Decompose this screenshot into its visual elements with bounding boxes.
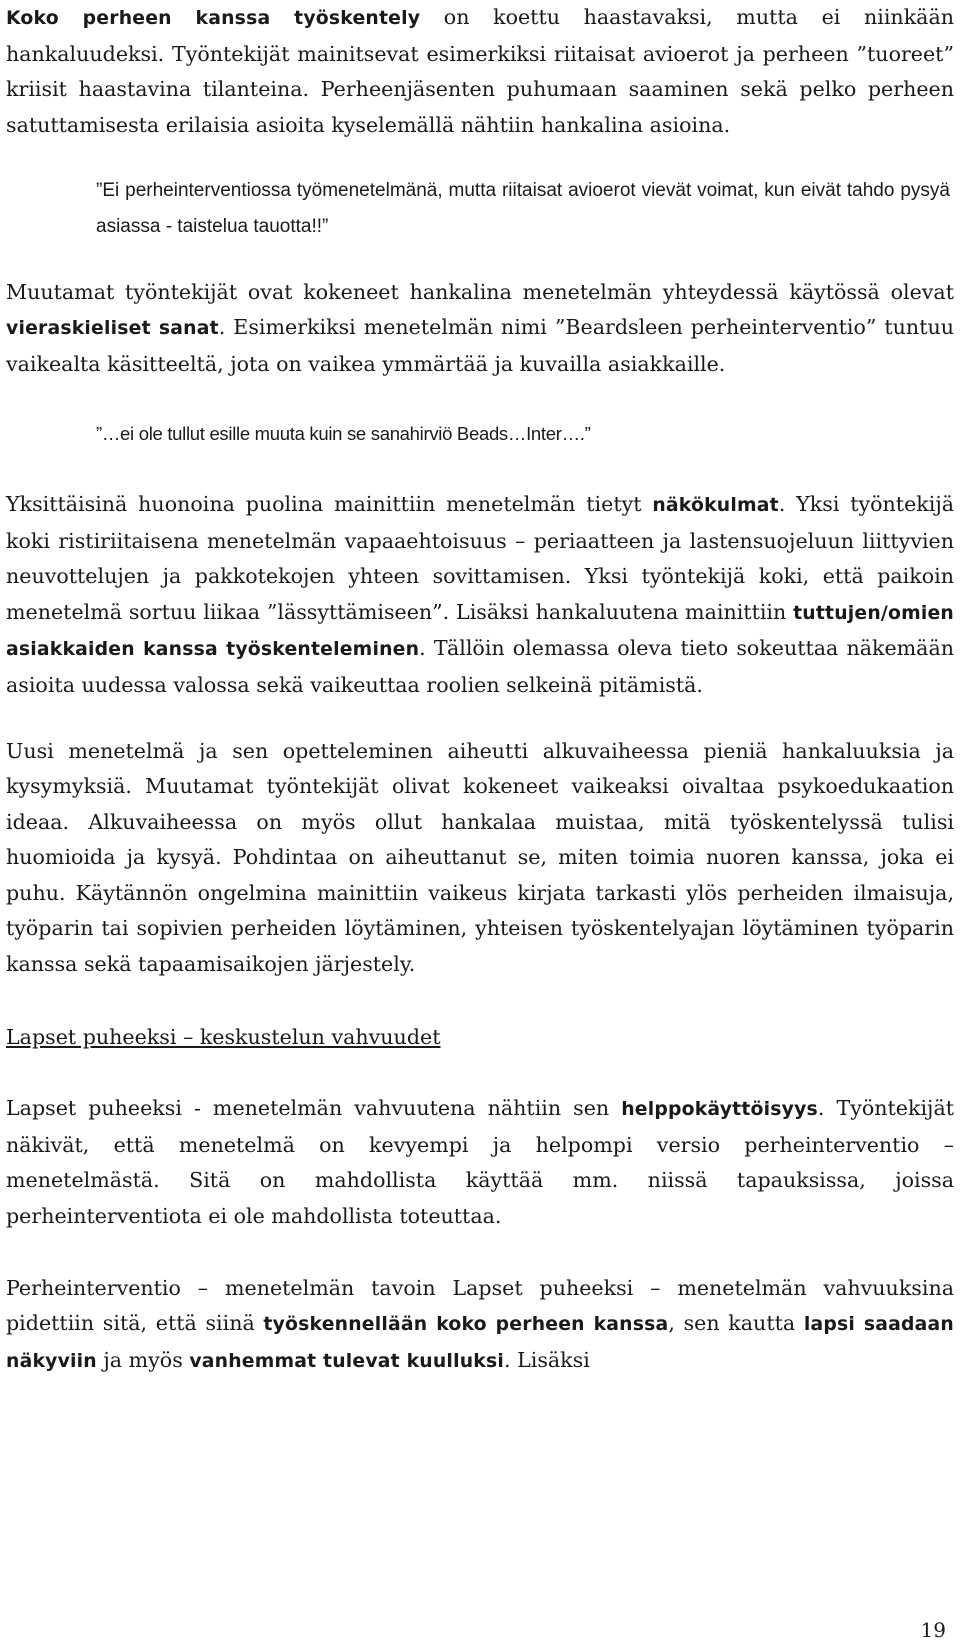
paragraph-text: , sen kautta (668, 1311, 804, 1336)
bold-phrase: tuttujen/omien asiakkaiden kanssa työskenteleminen (6, 602, 954, 661)
bold-phrase: lapsi saadaan näkyviin (6, 1314, 954, 1372)
paragraph-text: Lapset puheeksi - menetelmän vahvuutena nähtiin sen (6, 1096, 622, 1121)
quote-divorces: ”Ei perheinterventiossa työmenetelmänä, mutta riitaisat avioerot vievät voimat, kun eivät tahdo pysyä asiassa - taistelua tauotta!!” (96, 180, 950, 237)
paragraph-family-work (6, 0, 954, 143)
bold-phrase: Koko perheen kanssa työskentely (6, 8, 421, 29)
paragraph-text: Yksittäisinä huonoina puolina mainittiin menetelmän tietyt (6, 491, 653, 516)
bold-phrase: helppokäyttöisyys (621, 1099, 818, 1121)
bold-phrase: näkökulmat (652, 494, 779, 516)
paragraph-text: Muutamat työntekijät ovat kokeneet hankalina menetelmän yhteydessä käytössä olevat (6, 279, 954, 304)
paragraph-new-method: Uusi menetelmä ja sen opetteleminen aiheutti alkuvaiheessa pieniä hankaluuksia ja kysymyksiä. Muutamat työntekijät olivat kokeneet vaikeaksi oivaltaa psykoedukaation ideaa. Alkuvaiheessa on myös ollut hankalaa muistaa, mitä työskentelyssä tulisi huomioida ja kysyä. Pohdintaa on aiheuttanut se, miten toimia nuoren kanssa, joka ei puhu. Käytännön ongelmina mainittiin vaikeus kirjata tarkasti ylös perheiden ilmaisuja, työparin tai sopivien perheiden löytäminen, yhteisen työskentelyajan löytäminen työparin kanssa sekä tapaamisaikojen järjestely. (6, 738, 954, 977)
paragraph-text: Perheinterventio – menetelmän tavoin Lapset puheeksi – menetelmän vahvuuksina pidettiin sitä, että siinä (6, 1275, 954, 1336)
paragraph-text: on koettu haastavaksi, mutta ei niinkään hankaluudeksi. Työntekijät mainitsevat esimerkiksi riitaisat avioerot ja perheen ”tuoreet” kriisit haastavina tilanteina. Perheenjäsenten puhumaan saaminen sekä pelko perheen satuttamisesta erilaisia asioita kyselemällä nähtiin hankalina asioina. (6, 5, 954, 137)
paragraph-strengths (6, 1271, 954, 1380)
bold-phrase: työskennellään koko perheen kanssa (263, 1314, 669, 1336)
paragraph-text: . Työntekijät näkivät, että menetelmä on kevyempi ja helpompi versio perheinterventio – menetelmästä. Sitä on mahdollista käyttää mm. niissä tapauksissa, joissa perheinterventiota ei ole mahdollista toteuttaa. (6, 1096, 954, 1229)
bold-phrase: vanhemmat tulevat kuulluksi (189, 1350, 504, 1372)
document-body (6, 0, 954, 1379)
bold-phrase: vieraskieliset sanat (6, 318, 219, 340)
section-heading: Lapset puheeksi – keskustelun vahvuudet (6, 1024, 441, 1049)
paragraph-text: ja myös (96, 1347, 190, 1372)
paragraph-viewpoints (6, 487, 954, 704)
paragraph-text: . Lisäksi (503, 1347, 590, 1372)
quote-word-monster: ”…ei ole tullut esille muuta kuin se sanahirviö Beads…Inter….” (96, 423, 591, 445)
paragraph-foreign-words (6, 275, 954, 383)
paragraph-ease-of-use (6, 1091, 954, 1234)
page-number: 19 (920, 1618, 946, 1642)
paragraph-text: . Tällöin olemassa oleva tieto sokeuttaa näkemään asioita uudessa valossa sekä vaikeuttaa roolien selkeinä pitämistä. (6, 636, 954, 697)
paragraph-text: . Esimerkiksi menetelmän nimi ”Beardsleen perheinterventio” tuntuu vaikealta käsitteeltä, jota on vaikea ymmärtää ja kuvailla asiakkaille. (6, 315, 954, 376)
paragraph-text: . Yksi työntekijä koki ristiriitaisena menetelmän vapaaehtoisuus – periaatteen ja lastensuojeluun liittyvien neuvottelujen ja pakkotekojen yhteen sovittamisen. Yksi työntekijä koki, että paikoin menetelmä sortuu liikaa ”lässyttämiseen”. Lisäksi hankaluutena mainittiin (6, 491, 954, 624)
